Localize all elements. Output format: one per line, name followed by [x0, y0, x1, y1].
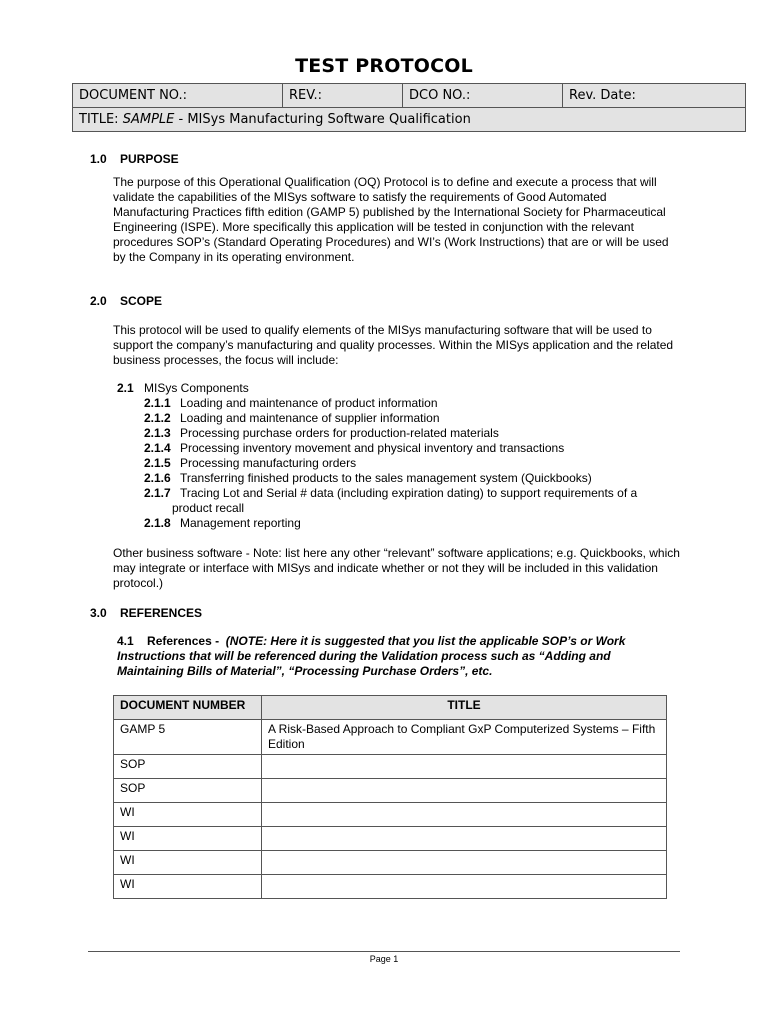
table-row [114, 720, 667, 755]
list-item-text: Processing manufacturing orders [180, 456, 357, 470]
doc-cell: WI [114, 803, 262, 827]
list-item-text: Loading and maintenance of product information [180, 396, 438, 410]
list-item [117, 516, 637, 531]
list-item [117, 396, 637, 411]
title-cell [262, 851, 667, 875]
scope-number: 2.0 [90, 294, 107, 308]
list-item [117, 456, 637, 471]
header-table [72, 83, 746, 132]
list-item [117, 471, 637, 486]
purpose-heading [90, 152, 179, 166]
table-row [114, 875, 667, 899]
doc-cell: WI [114, 875, 262, 899]
list-item-number: 2.1.6 [144, 471, 171, 485]
doc-cell: SOP [114, 755, 262, 779]
title-cell [262, 755, 667, 779]
table-row [114, 803, 667, 827]
components-list [117, 381, 637, 531]
list-item [117, 486, 637, 501]
list-item-text: Tracing Lot and Serial # data (including expiration dating) to support requirements of a [180, 486, 638, 500]
doc-cell: SOP [114, 779, 262, 803]
page-number: Page 1 [369, 954, 399, 964]
list-item-text: Loading and maintenance of supplier information [180, 411, 440, 425]
list-item-text: Processing inventory movement and physical inventory and transactions [180, 441, 565, 455]
footer-divider [88, 951, 680, 952]
table-row [114, 779, 667, 803]
list-item-number: 2.1.7 [144, 486, 171, 500]
list-item-number: 2.1.8 [144, 516, 171, 530]
other-software-note: Other business software - Note: list here any other “relevant” software applications; e.g. Quickbooks, which may integrate or interface with MISys and indicate whether or not they will be included in this validation protocol.) [113, 546, 680, 590]
title-cell [262, 875, 667, 899]
purpose-heading-text: PURPOSE [120, 152, 179, 166]
title-cell [262, 803, 667, 827]
list-item-number: 2.1.5 [144, 456, 171, 470]
list-item-text: Transferring finished products to the sales management system (Quickbooks) [180, 471, 592, 485]
scope-heading-text: SCOPE [120, 294, 163, 308]
table-row [114, 755, 667, 779]
references-note-text: (NOTE: Here it is suggested that you list the applicable SOP’s or Work Instructions that will be referenced during the Validation process such as “Adding and Maintaining Bills of Material”, “Processing Purchase Orders”, etc. [117, 634, 626, 678]
list-item [117, 411, 637, 426]
title-rest: - MISys Manufacturing Software Qualification [174, 112, 471, 127]
doc-cell: WI [114, 851, 262, 875]
document-no-cell: DOCUMENT NO.: [73, 84, 283, 108]
col-title: TITLE [262, 696, 667, 720]
list-item-text: Processing purchase orders for production-related materials [180, 426, 499, 440]
references-sub-number: 4.1 [117, 634, 134, 648]
list-item-number: 2.1.1 [144, 396, 171, 410]
purpose-number: 1.0 [90, 152, 107, 166]
scope-paragraph: This protocol will be used to qualify elements of the MISys manufacturing software that will be used to support the company’s manufacturing and quality processes. Within the MISys application and the related business processes, the focus will include: [113, 323, 674, 367]
list-item-text: Management reporting [180, 516, 301, 530]
components-number: 2.1 [117, 381, 134, 395]
rev-cell: REV.: [283, 84, 403, 108]
title-sample: SAMPLE [122, 112, 175, 127]
title-cell [262, 779, 667, 803]
list-item-continuation: product recall [172, 501, 245, 515]
references-heading-text: REFERENCES [120, 606, 203, 620]
references-number: 3.0 [90, 606, 107, 620]
references-note [117, 634, 677, 679]
references-heading [90, 606, 202, 620]
title-label: TITLE: [79, 112, 119, 127]
list-item-number: 2.1.3 [144, 426, 171, 440]
col-document-number: DOCUMENT NUMBER [114, 696, 262, 720]
references-table [113, 695, 667, 899]
document-title: TEST PROTOCOL [295, 55, 473, 77]
scope-heading [90, 294, 162, 308]
title-cell [73, 108, 746, 132]
components-list-header [117, 381, 637, 396]
title-cell: A Risk-Based Approach to Compliant GxP Computerized Systems – Fifth Edition [262, 720, 667, 755]
dco-no-cell: DCO NO.: [403, 84, 563, 108]
list-item [117, 426, 637, 441]
references-sub-label: References - [147, 634, 220, 648]
list-item [117, 441, 637, 456]
table-row [114, 827, 667, 851]
rev-date-cell: Rev. Date: [563, 84, 746, 108]
purpose-paragraph: The purpose of this Operational Qualification (OQ) Protocol is to define and execute a process that will validate the capabilities of the MISys software to satisfy the requirements of Good Automated Manufacturing Practices fifth edition (GAMP 5) published by the International Society for Pharmaceutical Engineering (ISPE). More specifically this application will be tested in conjunction with the relevant procedures SOP’s (Standard Operating Procedures) and WI’s (Work Instructions) that are or will be used by the Company in its operating environment. [113, 175, 669, 264]
table-row [114, 851, 667, 875]
components-label: MISys Components [144, 381, 249, 395]
title-cell [262, 827, 667, 851]
list-item-number: 2.1.4 [144, 441, 171, 455]
doc-cell: GAMP 5 [114, 720, 262, 755]
doc-cell: WI [114, 827, 262, 851]
list-item-number: 2.1.2 [144, 411, 171, 425]
